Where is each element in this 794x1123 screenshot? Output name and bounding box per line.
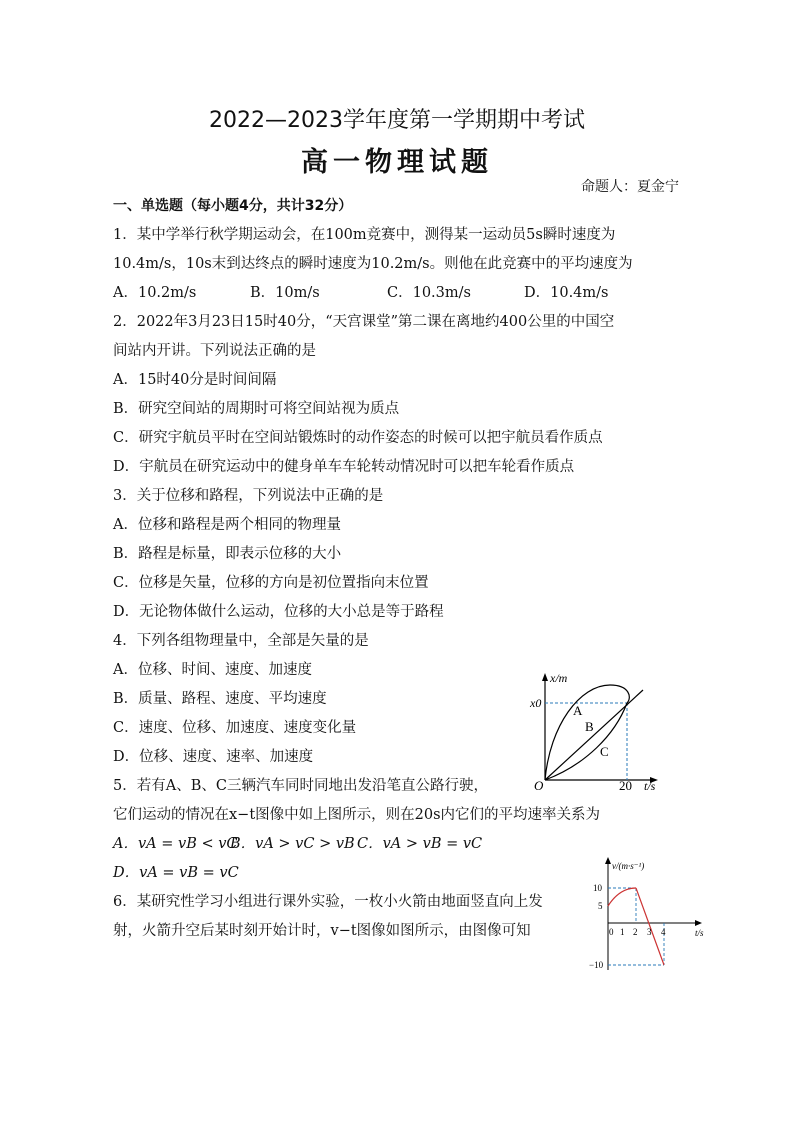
q4-option-a: A．位移、时间、速度、加速度 — [113, 662, 312, 678]
xt-x-label: t/s — [644, 779, 656, 793]
q3-option-d: D．无论物体做什么运动，位移的大小总是等于路程 — [113, 604, 444, 620]
vt-y-tick-neg10: −10 — [589, 960, 604, 970]
q1-option-d: D．10.4m/s — [524, 285, 609, 301]
q6-stem-line1: 6．某研究性学习小组进行课外实验，一枚小火箭由地面竖直向上发 — [113, 894, 543, 910]
exam-subtitle: 高一物理试题 — [301, 147, 493, 178]
q2-stem-line2: 间站内开讲。下列说法正确的是 — [113, 343, 316, 359]
author-line: 命题人：夏金宁 — [581, 179, 679, 195]
q6-stem-line2: 射，火箭升空后某时刻开始计时，v−t图像如图所示，由图像可知 — [113, 923, 531, 939]
q5-options-row1 — [113, 834, 482, 854]
q5-option-b: B．vA > vC > vB — [230, 836, 355, 852]
q5-option-d: D．vA = vB = vC — [113, 865, 239, 881]
q2-option-a: A．15时40分是时间间隔 — [113, 372, 277, 388]
vt-x-tick-1: 1 — [620, 927, 625, 937]
vt-curve-segment — [608, 888, 636, 906]
q4-stem: 4．下列各组物理量中，全部是矢量的是 — [113, 633, 369, 649]
vt-x-label: t/s — [695, 928, 704, 938]
exam-title: 2022—2023学年度第一学期期中考试 — [209, 108, 585, 133]
q3-option-b: B．路程是标量，即表示位移的大小 — [113, 546, 342, 562]
q5-stem-line1: 5．若有A、B、C三辆汽车同时同地出发沿笔直公路行驶， — [113, 778, 488, 794]
q3-option-a: A．位移和路程是两个相同的物理量 — [113, 517, 341, 533]
xt-label-b: B — [585, 719, 594, 734]
vt-y-tick-10: 10 — [593, 883, 602, 893]
q1-options — [113, 283, 609, 303]
q5-stem-line2: 它们运动的情况在x−t图像中如上图所示，则在20s内它们的平均速率关系为 — [113, 807, 601, 823]
section-heading: 一、单选题（每小题4分，共计32分） — [113, 198, 353, 214]
q1-stem-line2: 10.4m/s，10s末到达终点的瞬时速度为10.2m/s。则他在此竞赛中的平均速度为 — [113, 256, 633, 272]
xt-origin-label: O — [534, 778, 544, 793]
q2-option-d: D．宇航员在研究运动中的健身单车车轮转动情况时可以把车轮看作质点 — [113, 459, 575, 475]
q2-option-c: C．研究宇航员平时在空间站锻炼时的动作姿态的时候可以把宇航员看作质点 — [113, 430, 603, 446]
vt-y-label: v/(m·s⁻¹) — [612, 861, 645, 871]
q2-stem-line1: 2．2022年3月23日15时40分，“天宫课堂”第二课在离地约400公里的中国空 — [113, 314, 615, 330]
vt-x-tick-2: 2 — [633, 927, 638, 937]
q2-option-b: B．研究空间站的周期时可将空间站视为质点 — [113, 401, 400, 417]
xt-x0-label: x0 — [530, 696, 542, 710]
q5-option-c: C．vA > vB = vC — [357, 836, 483, 852]
vt-y-arrow — [605, 857, 611, 864]
q1-option-a: A．10.2m/s — [113, 285, 197, 301]
q1-option-b: B．10m/s — [250, 285, 320, 301]
vt-graph-figure — [585, 852, 715, 977]
q4-option-b: B．质量、路程、速度、平均速度 — [113, 691, 327, 707]
vt-x-tick-4: 4 — [661, 927, 666, 937]
vt-x-tick-3: 3 — [647, 927, 652, 937]
q4-option-d: D．位移、速度、速率、加速度 — [113, 749, 314, 765]
q4-option-c: C．速度、位移、加速度、速度变化量 — [113, 720, 357, 736]
q3-stem: 3．关于位移和路程，下列说法中正确的是 — [113, 488, 384, 504]
vt-x-arrow — [695, 920, 702, 926]
xt-y-label: x/m — [550, 671, 568, 685]
q5-option-a: A．vA = vB < vC — [113, 836, 238, 852]
xt-graph-figure — [525, 670, 675, 795]
xt-t-tick-label: 20 — [619, 778, 632, 793]
xt-label-c: C — [600, 744, 609, 759]
q3-option-c: C．位移是矢量，位移的方向是初位置指向末位置 — [113, 575, 429, 591]
xt-y-arrow — [542, 673, 548, 681]
xt-line-b — [545, 690, 643, 780]
q1-stem-line1: 1．某中学举行秋学期运动会，在100m竞赛中，测得某一运动员5s瞬时速度为 — [113, 227, 616, 243]
xt-label-a: A — [573, 703, 583, 718]
vt-y-tick-5: 5 — [598, 901, 603, 911]
vt-x-tick-0: 0 — [609, 927, 614, 937]
q1-option-c: C．10.3m/s — [387, 285, 471, 301]
